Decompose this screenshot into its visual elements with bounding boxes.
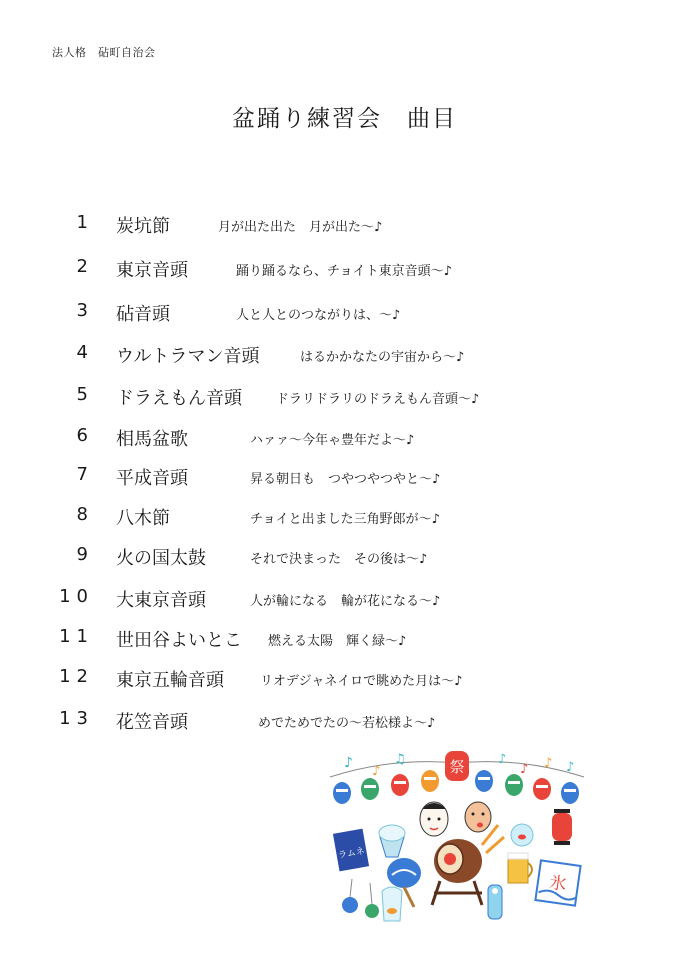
lantern-icon <box>533 778 551 800</box>
song-number: 1 <box>76 212 94 233</box>
ramune-bottle-icon <box>488 885 502 919</box>
song-number: 3 <box>76 300 94 321</box>
song-title: 東京五輪音頭 <box>116 670 224 691</box>
ice-sign <box>535 860 580 905</box>
song-lyric: それで決まった その後は～♪ <box>250 552 428 567</box>
lantern-icon <box>561 782 579 804</box>
song-lyric: 人と人とのつながりは、～♪ <box>236 308 401 323</box>
song-title: 東京音頭 <box>116 260 188 281</box>
festival-illustration <box>322 745 592 930</box>
song-item <box>0 384 679 414</box>
water-balloon-icon <box>342 879 379 918</box>
song-item <box>0 544 679 574</box>
beer-mug-icon <box>508 853 532 883</box>
song-item <box>0 342 679 372</box>
goldfish-bag-icon <box>382 887 402 921</box>
song-title: 砧音頭 <box>116 304 170 325</box>
song-title: ウルトラマン音頭 <box>116 346 260 367</box>
lantern-icon <box>391 774 409 796</box>
ramune-banner-text: ラムネ <box>337 846 366 862</box>
song-lyric: めでためでたの～若松様よ～♪ <box>258 716 436 731</box>
ramune-banner <box>333 829 369 872</box>
song-title: ドラえもん音頭 <box>116 388 242 409</box>
song-title: 大東京音頭 <box>116 590 206 611</box>
ice-sign-text: 氷 <box>548 872 568 896</box>
song-title: 八木節 <box>116 508 170 529</box>
music-note-icon: ♪ <box>344 755 353 771</box>
music-note-icon: ♫ <box>394 752 406 767</box>
song-lyric: リオデジャネイロで眺めた月は～♪ <box>260 674 463 689</box>
song-lyric: ドラリドラリのドラえもん音頭～♪ <box>276 392 480 407</box>
song-item <box>0 626 679 656</box>
song-title: 炭坑節 <box>116 216 170 237</box>
song-lyric: 昇る朝日も つやつやつやと～♪ <box>250 472 441 487</box>
lantern-icon <box>361 778 379 800</box>
hyottoko-mask-icon <box>465 802 491 832</box>
song-lyric: ハァァ～今年ゃ豊年だよ～♪ <box>250 433 415 448</box>
organization-name: 法人格 砧町自治会 <box>52 46 156 59</box>
song-title: 花笠音頭 <box>116 712 188 733</box>
song-number: 4 <box>76 342 94 363</box>
song-item <box>0 708 679 738</box>
goldfish-bowl-icon <box>511 824 533 846</box>
song-lyric: 人が輪になる 輪が花になる～♪ <box>250 594 441 609</box>
music-note-icon: ♪ <box>520 762 529 777</box>
song-number: 12 <box>59 666 94 687</box>
song-number: 13 <box>59 708 94 729</box>
song-item <box>0 212 679 242</box>
song-title: 火の国太鼓 <box>116 548 206 569</box>
song-number: 9 <box>76 544 94 565</box>
okame-mask-icon <box>420 802 448 836</box>
song-number: 7 <box>76 464 94 485</box>
lantern-icon <box>421 770 439 792</box>
song-number: 8 <box>76 504 94 525</box>
song-lyric: はるかかなたの宇宙から～♪ <box>300 350 465 365</box>
page-title: 盆踊り練習会 曲目 <box>232 106 457 132</box>
song-lyric: 月が出た出た 月が出た～♪ <box>218 220 383 235</box>
red-lantern-icon <box>552 809 572 845</box>
song-lyric: 燃える太陽 輝く緑～♪ <box>268 634 407 649</box>
song-title: 相馬盆歌 <box>116 429 188 450</box>
music-note-icon: ♪ <box>544 756 553 771</box>
song-number: 2 <box>76 256 94 277</box>
festival-sign <box>445 751 469 781</box>
music-note-icon: ♪ <box>372 764 381 779</box>
lantern-icon <box>333 782 351 804</box>
song-item <box>0 425 679 455</box>
song-number: 6 <box>76 425 94 446</box>
song-number: 10 <box>59 586 94 607</box>
lantern-icon <box>505 774 523 796</box>
festival-sign-text: 祭 <box>449 758 465 776</box>
song-number: 11 <box>59 626 94 647</box>
song-lyric: チョイと出ました三角野郎が～♪ <box>250 512 440 527</box>
song-title: 平成音頭 <box>116 468 188 489</box>
song-lyric: 踊り踊るなら、チョイト東京音頭～♪ <box>236 264 452 279</box>
song-item <box>0 464 679 494</box>
music-note-icon: ♪ <box>498 752 507 767</box>
song-title: 世田谷よいとこ <box>116 630 242 651</box>
song-item <box>0 256 679 286</box>
song-item <box>0 666 679 696</box>
lantern-icon <box>475 770 493 792</box>
music-note-icon: ♪ <box>566 760 575 775</box>
song-item <box>0 586 679 616</box>
song-item <box>0 300 679 330</box>
song-number: 5 <box>76 384 94 405</box>
song-item <box>0 504 679 534</box>
shaved-ice-icon <box>379 825 405 857</box>
